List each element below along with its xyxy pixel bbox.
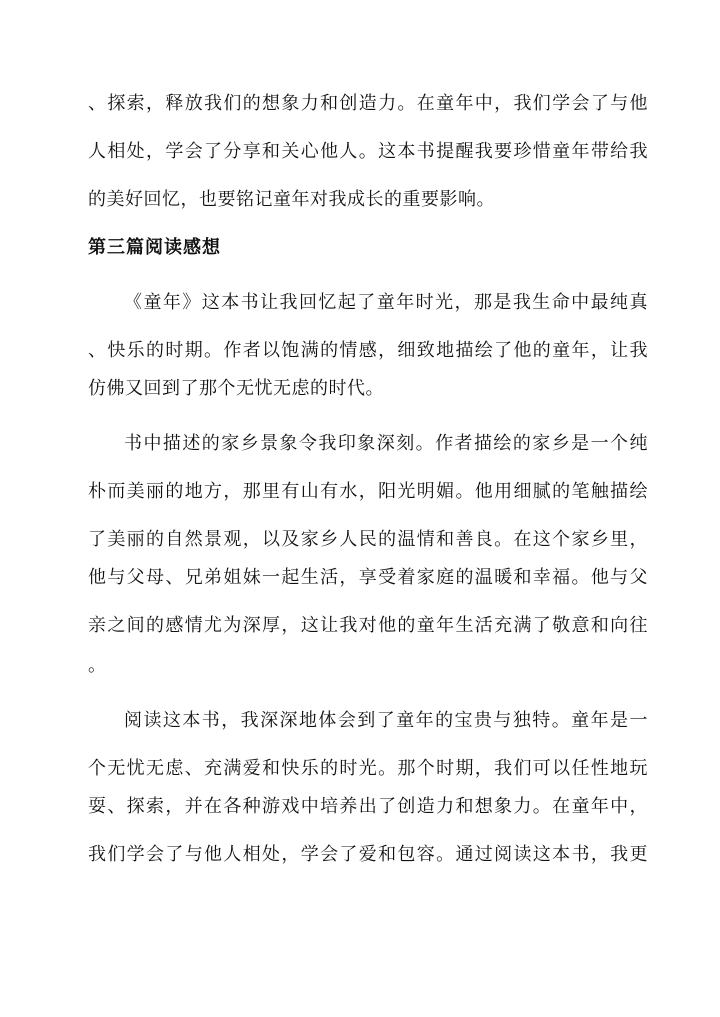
paragraph-line: 他与父母、兄弟姐妹一起生活，享受着家庭的温暖和幸福。他与父 — [88, 567, 648, 588]
paragraph-line: 《童年》这本书让我回忆起了童年时光，那是我生命中最纯真 — [124, 292, 648, 313]
paragraph-line: 、探索，释放我们的想象力和创造力。在童年中，我们学会了与他 — [88, 93, 648, 114]
paragraph-line: 了美丽的自然景观，以及家乡人民的温情和善良。在这个家乡里， — [88, 529, 648, 550]
paragraph-line: 仿佛又回到了那个无忧无虑的时代。 — [88, 378, 384, 399]
paragraph-line: 朴而美丽的地方，那里有山有水，阳光明媚。他用细腻的笔触描绘 — [88, 481, 648, 502]
paragraph-line: 书中描述的家乡景象令我印象深刻。作者描绘的家乡是一个纯 — [124, 433, 648, 454]
paragraph-line: 耍、探索，并在各种游戏中培养出了创造力和想象力。在童年中， — [88, 796, 648, 817]
paragraph-line: 、快乐的时期。作者以饱满的情感，细致地描绘了他的童年，让我 — [88, 340, 648, 361]
paragraph-line: 个无忧无虑、充满爱和快乐的时光。那个时期，我们可以任性地玩 — [88, 758, 648, 779]
paragraph-line: 我们学会了与他人相处，学会了爱和包容。通过阅读这本书，我更 — [88, 844, 648, 865]
paragraph-line: 的美好回忆，也要铭记童年对我成长的重要影响。 — [88, 189, 495, 210]
paragraph-line: 亲之间的感情尤为深厚，这让我对他的童年生活充满了敬意和向往 — [88, 615, 648, 636]
section-title: 第三篇阅读感想 — [88, 237, 221, 258]
paragraph-line: 人相处，学会了分享和关心他人。这本书提醒我要珍惜童年带给我 — [88, 141, 648, 162]
paragraph-line: 。 — [88, 655, 107, 676]
paragraph-line: 阅读这本书，我深深地体会到了童年的宝贵与独特。童年是一 — [124, 710, 648, 731]
